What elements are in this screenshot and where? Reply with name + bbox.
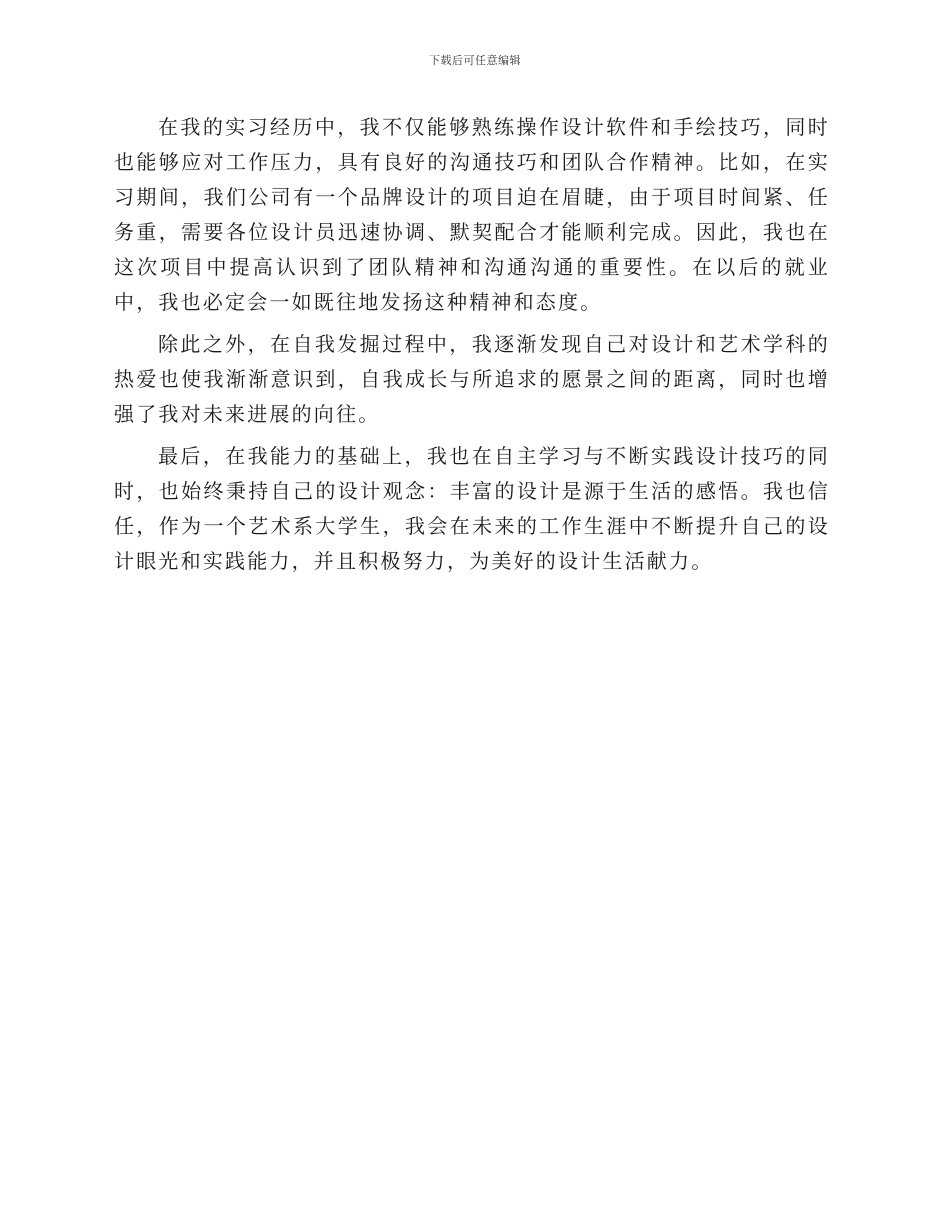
- paragraph-internship-experience: 在我的实习经历中，我不仅能够熟练操作设计软件和手绘技巧，同时也能够应对工作压力，具有良好的沟通技巧和团队合作精神。比如，在实习期间，我们公司有一个品牌设计的项目迫在眉睫，由于项目时间紧、任务重，需要各位设计员迅速协调、默契配合才能顺利完成。因此，我也在这次项目中提高认识到了团队精神和沟通沟通的重要性。在以后的就业中，我也必定会一如既往地发扬这种精神和态度。: [114, 115, 830, 314]
- page-header: 下载后可任意编辑: [429, 54, 521, 67]
- paragraph-conclusion: 最后，在我能力的基础上，我也在自主学习与不断实践设计技巧的同时，也始终秉持自己的设计观念：丰富的设计是源于生活的感悟。我也信任，作为一个艺术系大学生，我会在未来的工作生涯中不断提升自己的设计眼光和实践能力，并且积极努力，为美好的设计生活献力。: [114, 444, 830, 573]
- document-body: [114, 110, 830, 586]
- paragraph-self-discovery: 除此之外，在自我发掘过程中，我逐渐发现自己对设计和艺术学科的热爱也使我渐渐意识到，自我成长与所追求的愿景之间的距离，同时也增强了我对未来进展的向往。: [114, 332, 830, 426]
